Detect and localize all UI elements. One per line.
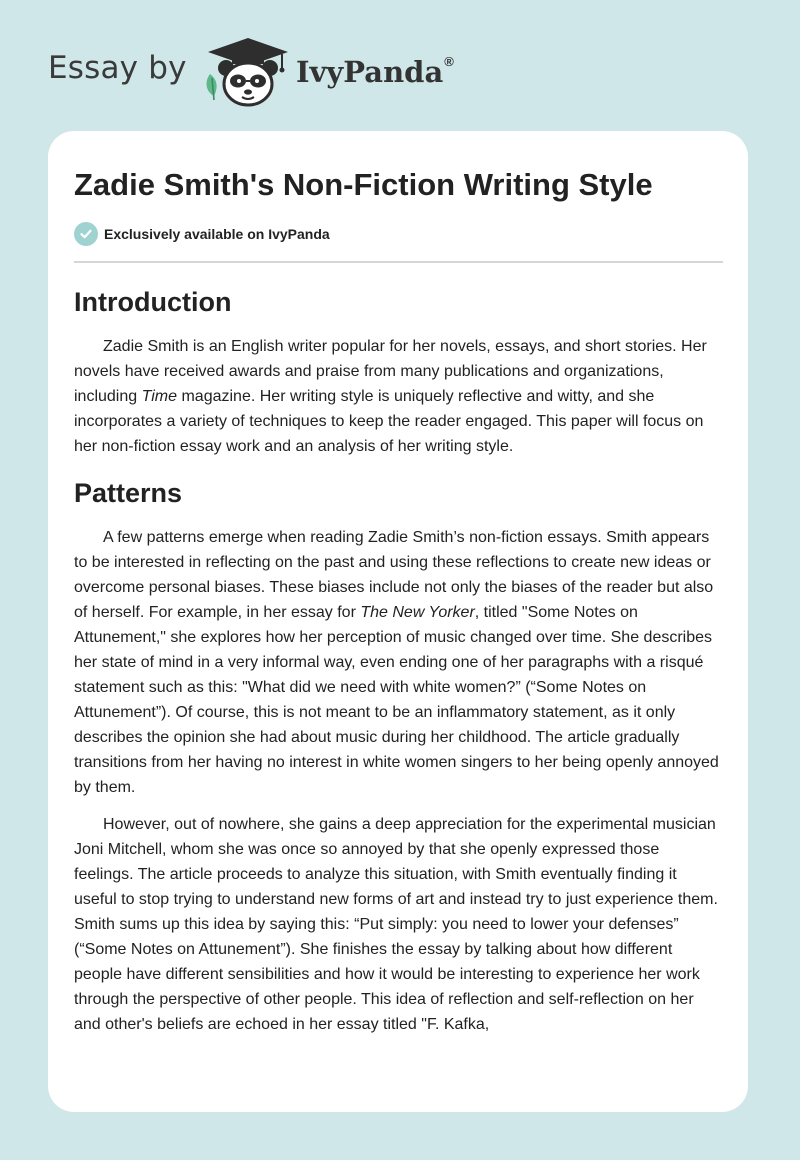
essay-card [48,131,748,1112]
brand-name[interactable]: IvyPanda® [296,54,454,89]
site-header [48,34,548,114]
paragraph: However, out of nowhere, she gains a deep appreciation for the experimental musician Joni Mitchell, whom she was once so annoyed by that she openly expressed those feelings. The article proceeds to analyze this situation, with Smith eventually finding it useful to stop trying to understand new forms of art and instead try to just experience them. Smith sums up this idea by saying this: “Put simply: you need to lower your defenses” (“Some Notes on Attunement”). She finishes the essay by talking about how different people have different sensibilities and how it would be interesting to experience her work through the perspective of other people. This idea of reflection and self-reflection on her and other's beliefs are echoed in her essay titled "F. Kafka, [74,816,718,1033]
registered-mark: ® [444,54,454,69]
essay-by-label: Essay by [48,50,187,86]
section-heading-patterns: Patterns [74,478,183,508]
essay-body [74,284,723,1037]
divider [74,261,723,263]
exclusive-badge-label: Exclusively available on IvyPanda [104,226,330,242]
section-heading-introduction: Introduction [74,287,232,317]
paragraph: A few patterns emerge when reading Zadie Smith’s non-fiction essays. Smith appears to be interested in reflecting on the past and using these reflections to create new ideas or overcome personal biases. These biases include not only the biases of the reader but also of herself. For example, in her essay for The New Yorker, titled "Some Notes on Attunement," she explores how her perception of music changed over time. She describes her state of mind in a very informal way, even ending one of her paragraphs with a risqué statement such as this: "What did we need with white women?” (“Some Notes on Attunement”). Of course, this is not meant to be an inflammatory statement, as it only describes the opinion she had about music during her childhood. The article gradually transitions from her having no interest in white women singers to her being openly annoyed by them. [74,529,719,796]
paragraph: Zadie Smith is an English writer popular for her novels, essays, and short stories. Her novels have received awards and praise from many publications and organizations, including Time magazine. Her writing style is uniquely reflective and witty, and she incorporates a variety of techniques to keep the reader engaged. This paper will focus on her non-fiction essay work and an analysis of her writing style. [74,338,707,455]
panda-logo-icon [202,36,292,108]
exclusive-badge [74,221,330,247]
check-circle-icon [74,222,98,246]
essay-title: Zadie Smith's Non-Fiction Writing Style [74,167,653,202]
